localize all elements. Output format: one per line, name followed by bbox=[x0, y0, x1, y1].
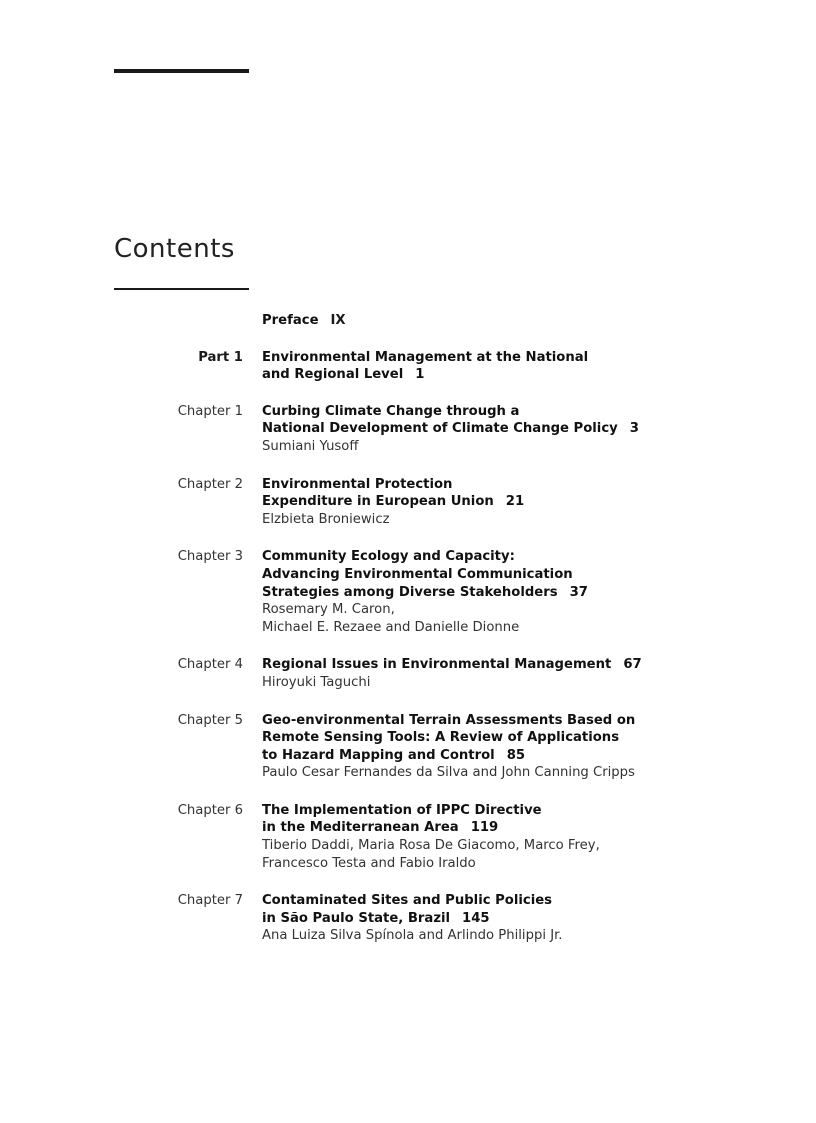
top-decorative-rule bbox=[114, 69, 249, 73]
chapter-authors: Tiberio Daddi, Maria Rosa De Giacomo, Marco Frey, bbox=[262, 838, 600, 854]
preface-page-number: IX bbox=[330, 313, 346, 328]
toc-entry-preface[interactable] bbox=[0, 312, 816, 330]
chapter-label: Chapter 7 bbox=[177, 893, 243, 909]
table-of-contents bbox=[0, 312, 816, 945]
toc-entry-chapter-3[interactable] bbox=[0, 548, 816, 636]
toc-entry-chapter-7[interactable] bbox=[0, 892, 816, 945]
chapter-page-number: 85 bbox=[506, 747, 526, 763]
chapter-page-number: 145 bbox=[462, 910, 490, 926]
toc-entry-chapter-5[interactable] bbox=[0, 712, 816, 782]
part-label: Part 1 bbox=[198, 349, 243, 365]
part-page-number: 1 bbox=[415, 367, 425, 383]
part-title-line: and Regional Level bbox=[262, 367, 404, 383]
page-title: Contents bbox=[114, 234, 235, 264]
chapter-authors: Michael E. Rezaee and Danielle Dionne bbox=[262, 619, 520, 635]
chapter-page-number: 21 bbox=[505, 494, 525, 510]
chapter-title-line: Geo-environmental Terrain Assessments Based on bbox=[262, 712, 636, 728]
chapter-authors: Hiroyuki Taguchi bbox=[262, 674, 371, 690]
chapter-label: Chapter 5 bbox=[177, 712, 243, 728]
chapter-title-line: Curbing Climate Change through a bbox=[262, 403, 520, 419]
chapter-title-line: Remote Sensing Tools: A Review of Applications bbox=[262, 730, 620, 746]
chapter-title-line: to Hazard Mapping and Control bbox=[262, 747, 495, 763]
chapter-authors: Paulo Cesar Fernandes da Silva and John Canning Cripps bbox=[262, 765, 635, 781]
chapter-title-line: Community Ecology and Capacity: bbox=[262, 549, 515, 565]
chapter-authors: Rosemary M. Caron, bbox=[262, 602, 395, 618]
chapter-title-line: Contaminated Sites and Public Policies bbox=[262, 893, 553, 909]
part-title-line: Environmental Management at the National bbox=[262, 349, 589, 365]
chapter-label: Chapter 2 bbox=[177, 476, 243, 492]
chapter-label: Chapter 3 bbox=[177, 549, 243, 565]
chapter-title-line: Strategies among Diverse Stakeholders bbox=[262, 584, 558, 600]
toc-entry-chapter-4[interactable] bbox=[0, 656, 816, 691]
chapter-label: Chapter 6 bbox=[177, 802, 243, 818]
chapter-authors: Ana Luiza Silva Spínola and Arlindo Philippi Jr. bbox=[262, 928, 563, 944]
chapter-page-number: 37 bbox=[569, 584, 588, 600]
toc-entry-chapter-6[interactable] bbox=[0, 802, 816, 872]
toc-entry-chapter-2[interactable] bbox=[0, 476, 816, 529]
chapter-title-line: National Development of Climate Change Policy bbox=[262, 421, 618, 437]
toc-entry-part-1[interactable] bbox=[0, 349, 816, 384]
toc-entry-chapter-1[interactable] bbox=[0, 403, 816, 456]
chapter-page-number: 67 bbox=[623, 657, 642, 673]
chapter-title-line: Expenditure in European Union bbox=[262, 494, 494, 510]
chapter-page-number: 3 bbox=[629, 421, 639, 437]
chapter-label: Chapter 1 bbox=[177, 403, 243, 419]
chapter-title-line: Regional Issues in Environmental Management bbox=[262, 657, 612, 673]
title-underline-rule bbox=[114, 288, 249, 290]
chapter-authors: Sumiani Yusoff bbox=[262, 438, 359, 454]
chapter-page-number: 119 bbox=[470, 820, 499, 836]
chapter-label: Chapter 4 bbox=[177, 657, 243, 673]
chapter-title-line: in São Paulo State, Brazil bbox=[262, 910, 451, 926]
chapter-title-line: The Implementation of IPPC Directive bbox=[262, 802, 542, 818]
chapter-authors: Elzbieta Broniewicz bbox=[262, 511, 390, 527]
chapter-title-line: Advancing Environmental Communication bbox=[262, 566, 573, 582]
chapter-authors: Francesco Testa and Fabio Iraldo bbox=[262, 855, 476, 871]
preface-title: Preface bbox=[262, 313, 319, 328]
chapter-title-line: Environmental Protection bbox=[262, 476, 453, 492]
chapter-title-line: in the Mediterranean Area bbox=[262, 820, 459, 836]
